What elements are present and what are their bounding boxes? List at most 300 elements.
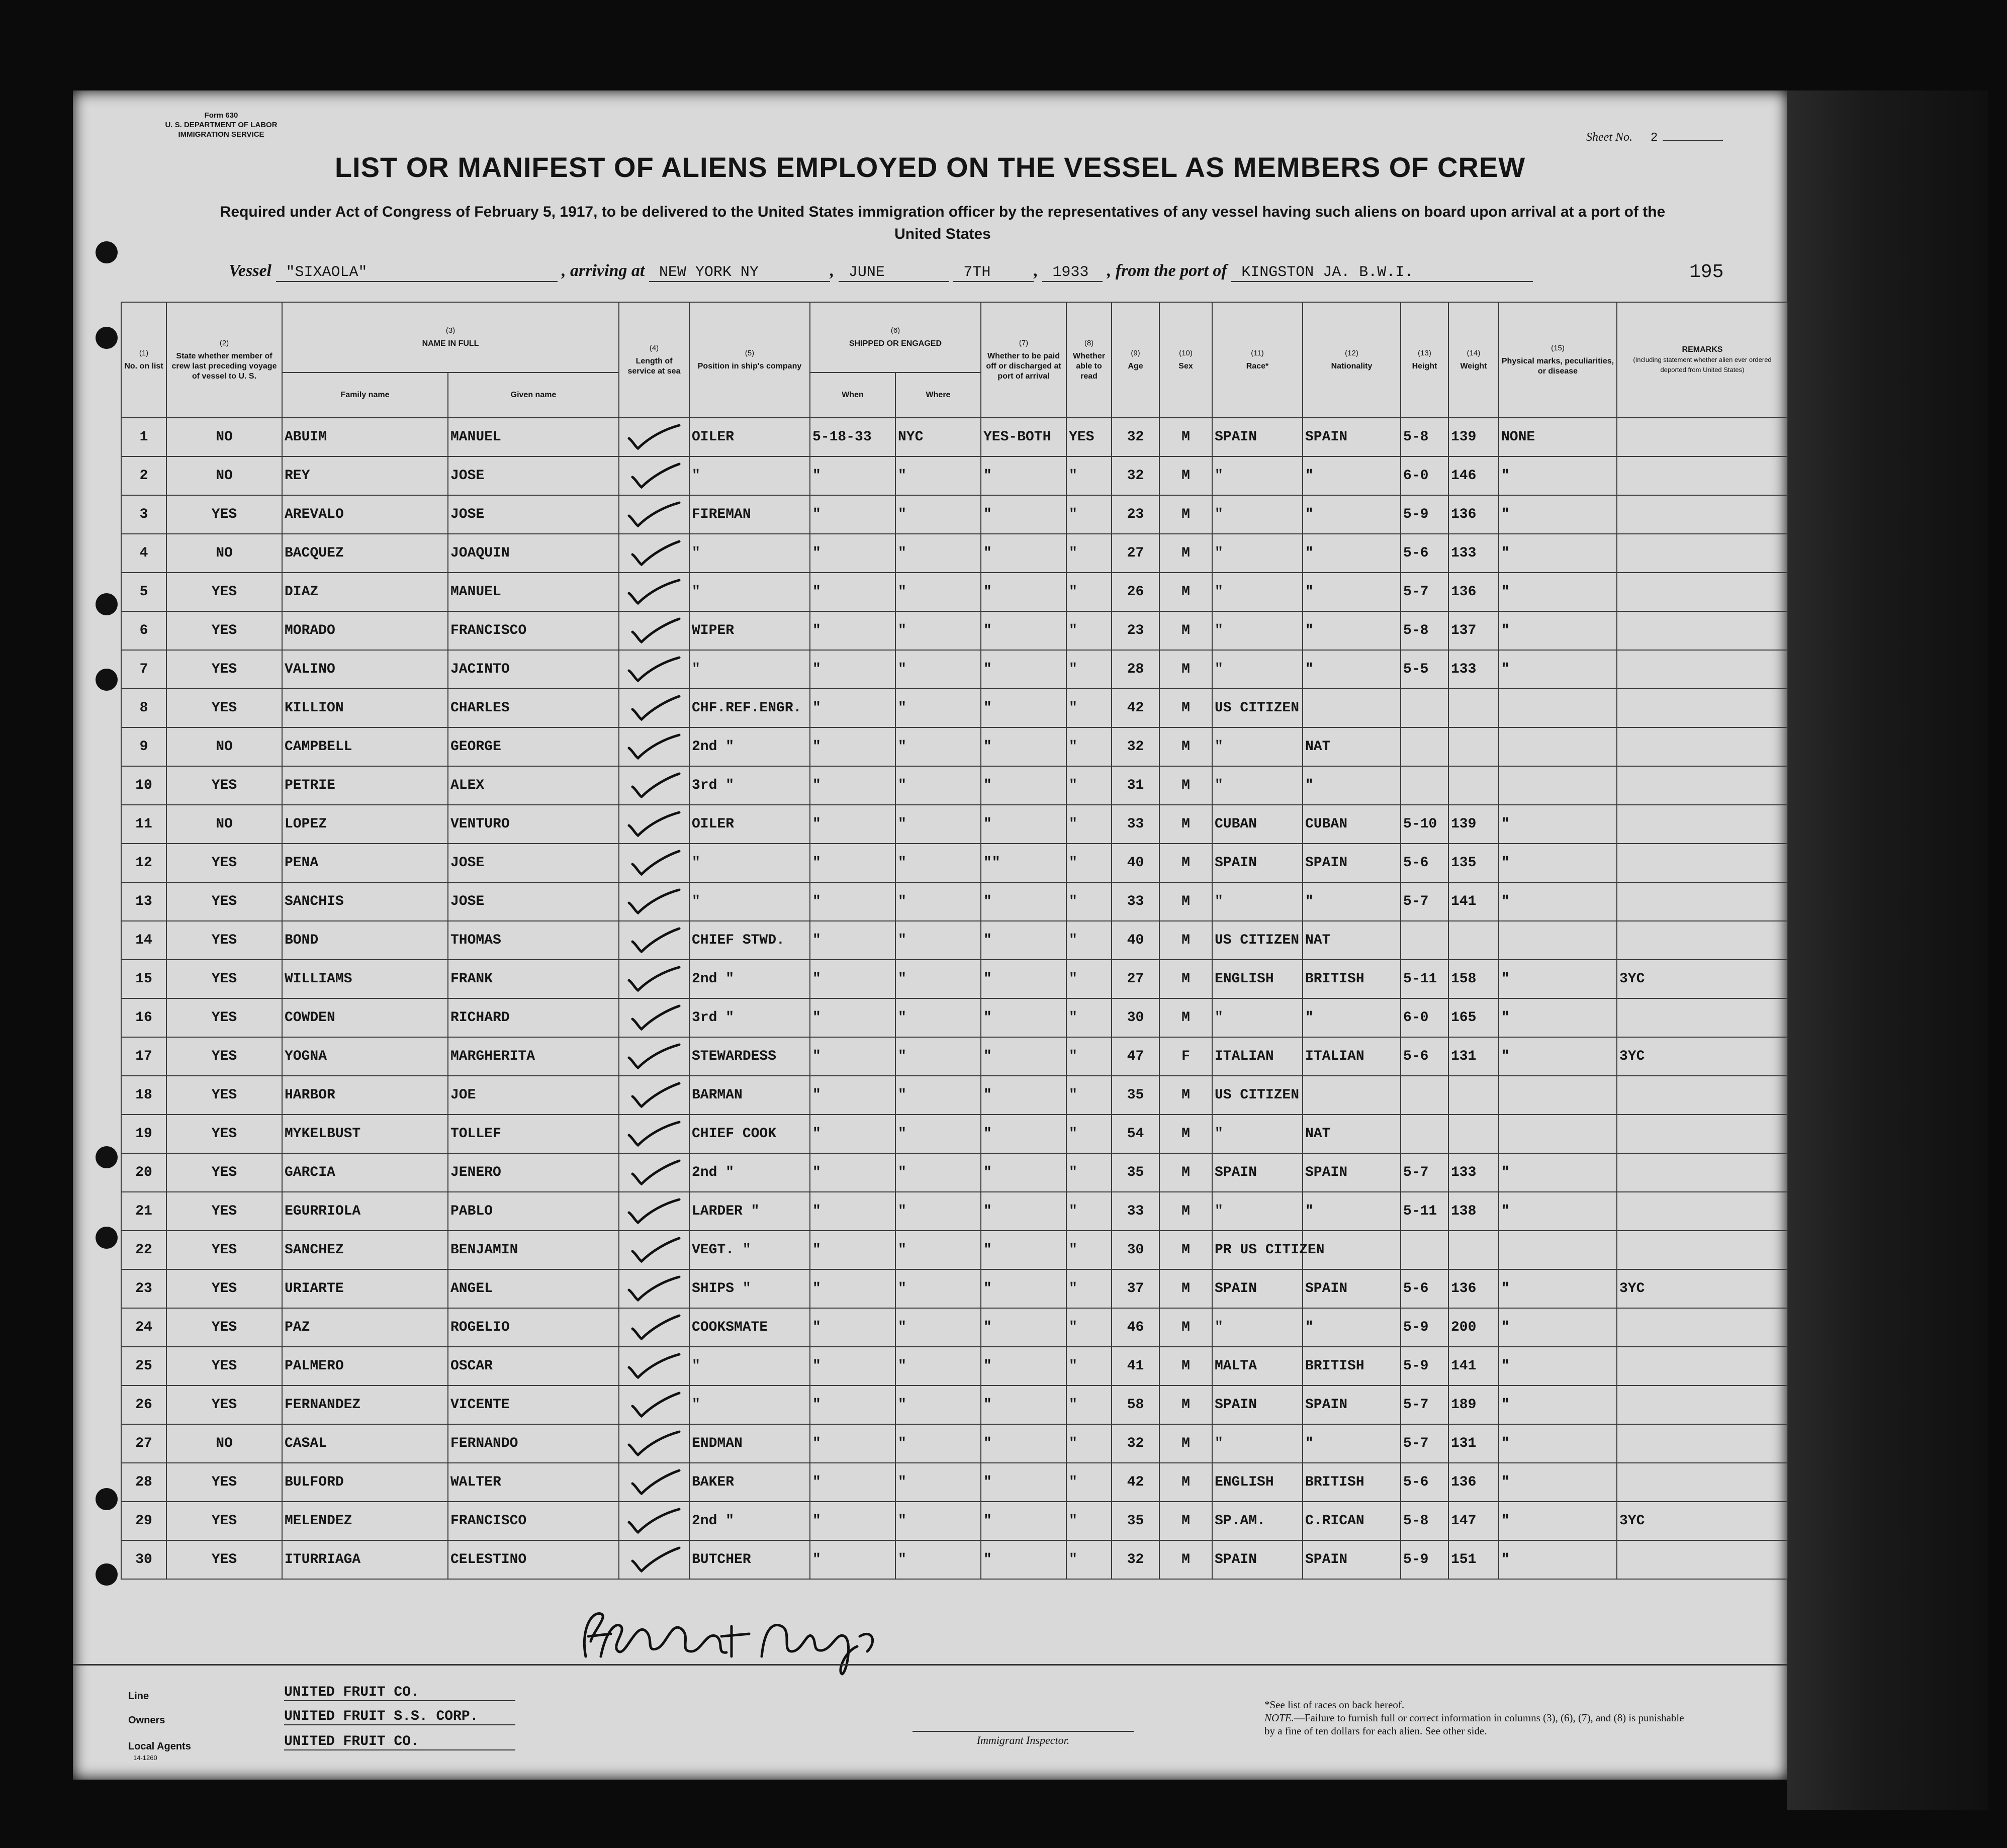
cell-position: FIREMAN (689, 495, 810, 534)
cell-position: STEWARDESS (689, 1037, 810, 1076)
cell-sex: M (1159, 998, 1212, 1037)
cell-shipped-when: " (810, 844, 895, 882)
cell-previous-voyage: YES (166, 998, 282, 1037)
cell-remarks: 3YC (1617, 1037, 1788, 1076)
cell-physical-marks: " (1499, 805, 1617, 844)
cell-service-check (619, 1540, 689, 1579)
col-header-length-service: (4) Length of service at sea (619, 302, 689, 418)
cell-service-check (619, 1347, 689, 1385)
cell-service-check (619, 805, 689, 844)
cell-shipped-where: " (895, 573, 981, 611)
cell-physical-marks (1499, 1231, 1617, 1269)
cell-able-to-read: " (1066, 650, 1112, 689)
table-row (121, 1347, 1788, 1385)
cell-list-number: 29 (121, 1502, 166, 1540)
cell-sex: M (1159, 960, 1212, 998)
cell-position: " (689, 650, 810, 689)
cell-list-number: 14 (121, 921, 166, 960)
cell-family-name: FERNANDEZ (282, 1385, 448, 1424)
cell-able-to-read: " (1066, 456, 1112, 495)
cell-list-number: 21 (121, 1192, 166, 1231)
cell-physical-marks: " (1499, 844, 1617, 882)
cell-shipped-when: " (810, 1347, 895, 1385)
cell-service-check (619, 766, 689, 805)
cell-weight: 165 (1448, 998, 1499, 1037)
cell-given-name: ALEX (448, 766, 619, 805)
punch-hole (96, 1488, 118, 1510)
cell-nationality: " (1303, 495, 1401, 534)
cell-height: 5-8 (1401, 1502, 1448, 1540)
cell-race: ENGLISH (1212, 960, 1303, 998)
cell-position: 3rd " (689, 766, 810, 805)
checkmark-icon (624, 1390, 684, 1420)
cell-service-check (619, 1424, 689, 1463)
cell-paid-off: " (981, 1076, 1066, 1115)
cell-shipped-where: " (895, 1385, 981, 1424)
cell-position: BARMAN (689, 1076, 810, 1115)
cell-list-number: 7 (121, 650, 166, 689)
punch-hole (96, 327, 118, 349)
cell-age: 23 (1112, 611, 1159, 650)
cell-shipped-when: " (810, 921, 895, 960)
checkmark-icon (624, 422, 684, 452)
cell-nationality: " (1303, 650, 1401, 689)
cell-shipped-where: " (895, 1308, 981, 1347)
cell-age: 40 (1112, 921, 1159, 960)
checkmark-icon (624, 926, 684, 956)
cell-paid-off: " (981, 1502, 1066, 1540)
cell-sex: M (1159, 921, 1212, 960)
cell-nationality: BRITISH (1303, 1463, 1401, 1502)
form-id-line: IMMIGRATION SERVICE (178, 130, 264, 139)
cell-race: SPAIN (1212, 1540, 1303, 1579)
cell-race: " (1212, 1192, 1303, 1231)
cell-paid-off: " (981, 1463, 1066, 1502)
col-header-physical-marks: (15) Physical marks, peculiarities, or disease (1499, 302, 1617, 418)
cell-nationality: C.RICAN (1303, 1502, 1401, 1540)
cell-weight: 133 (1448, 650, 1499, 689)
cell-family-name: MYKELBUST (282, 1115, 448, 1153)
cell-age: 54 (1112, 1115, 1159, 1153)
table-row (121, 882, 1788, 921)
cell-able-to-read: " (1066, 1308, 1112, 1347)
cell-age: 46 (1112, 1308, 1159, 1347)
cell-family-name: SANCHEZ (282, 1231, 448, 1269)
cell-race: SPAIN (1212, 1269, 1303, 1308)
col-header-family-name: Family name (282, 373, 448, 418)
cell-age: 28 (1112, 650, 1159, 689)
cell-family-name: YOGNA (282, 1037, 448, 1076)
sheet-number-value: 2 (1650, 131, 1658, 145)
checkmark-icon (624, 1003, 684, 1033)
cell-shipped-when: " (810, 1153, 895, 1192)
cell-able-to-read: " (1066, 1385, 1112, 1424)
cell-age: 42 (1112, 1463, 1159, 1502)
cell-previous-voyage: YES (166, 1192, 282, 1231)
cell-paid-off: " (981, 1347, 1066, 1385)
cell-service-check (619, 1269, 689, 1308)
cell-physical-marks: " (1499, 1153, 1617, 1192)
cell-service-check (619, 1115, 689, 1153)
cell-sex: M (1159, 689, 1212, 727)
cell-height: 5-9 (1401, 1347, 1448, 1385)
cell-previous-voyage: YES (166, 766, 282, 805)
cell-able-to-read: " (1066, 573, 1112, 611)
table-row (121, 573, 1788, 611)
cell-able-to-read: YES (1066, 418, 1112, 456)
cell-paid-off: " (981, 1037, 1066, 1076)
cell-given-name: JENERO (448, 1153, 619, 1192)
cell-able-to-read: " (1066, 960, 1112, 998)
form-identifier (131, 111, 312, 139)
cell-position: 2nd " (689, 727, 810, 766)
cell-paid-off: " (981, 805, 1066, 844)
cell-weight: 131 (1448, 1424, 1499, 1463)
cell-paid-off: " (981, 766, 1066, 805)
form-id-line: Form 630 (204, 111, 238, 120)
cell-sex: M (1159, 1153, 1212, 1192)
cell-given-name: TOLLEF (448, 1115, 619, 1153)
cell-physical-marks: " (1499, 495, 1617, 534)
cell-position: WIPER (689, 611, 810, 650)
table-row (121, 1153, 1788, 1192)
cell-able-to-read: " (1066, 1269, 1112, 1308)
cell-list-number: 2 (121, 456, 166, 495)
cell-given-name: VICENTE (448, 1385, 619, 1424)
cell-age: 37 (1112, 1269, 1159, 1308)
cell-age: 42 (1112, 689, 1159, 727)
cell-shipped-when: " (810, 689, 895, 727)
cell-shipped-where: " (895, 1502, 981, 1540)
cell-height: 5-9 (1401, 495, 1448, 534)
cell-previous-voyage: NO (166, 418, 282, 456)
cell-age: 32 (1112, 1424, 1159, 1463)
punch-hole (96, 1146, 118, 1168)
cell-family-name: BULFORD (282, 1463, 448, 1502)
cell-given-name: OSCAR (448, 1347, 619, 1385)
cell-nationality: SPAIN (1303, 1269, 1401, 1308)
cell-physical-marks: " (1499, 1037, 1617, 1076)
cell-list-number: 1 (121, 418, 166, 456)
col-header-read: (8) Whether able to read (1066, 302, 1112, 418)
cell-able-to-read: " (1066, 1540, 1112, 1579)
cell-shipped-when: " (810, 766, 895, 805)
cell-given-name: FRANCISCO (448, 1502, 619, 1540)
cell-service-check (619, 1076, 689, 1115)
table-row (121, 418, 1788, 456)
cell-physical-marks (1499, 727, 1617, 766)
table-row (121, 1308, 1788, 1347)
checkmark-icon (624, 848, 684, 878)
table-row (121, 960, 1788, 998)
cell-shipped-when: " (810, 882, 895, 921)
checkmark-icon (624, 1042, 684, 1072)
cell-shipped-when: " (810, 1308, 895, 1347)
cell-remarks (1617, 1076, 1788, 1115)
cell-paid-off: " (981, 1308, 1066, 1347)
arriving-port: NEW YORK NY (649, 264, 830, 282)
cell-remarks (1617, 882, 1788, 921)
cell-able-to-read: " (1066, 1502, 1112, 1540)
cell-race: " (1212, 998, 1303, 1037)
cell-shipped-where: " (895, 844, 981, 882)
cell-nationality (1303, 689, 1401, 727)
cell-paid-off: " (981, 1153, 1066, 1192)
cell-list-number: 24 (121, 1308, 166, 1347)
cell-weight: 133 (1448, 534, 1499, 573)
cell-shipped-where: " (895, 1153, 981, 1192)
cell-remarks: 3YC (1617, 1502, 1788, 1540)
cell-list-number: 27 (121, 1424, 166, 1463)
cell-list-number: 11 (121, 805, 166, 844)
cell-position: SHIPS " (689, 1269, 810, 1308)
cell-race: " (1212, 573, 1303, 611)
line-value: UNITED FRUIT CO. (284, 1685, 515, 1701)
cell-physical-marks: NONE (1499, 418, 1617, 456)
cell-weight: 139 (1448, 418, 1499, 456)
cell-race: " (1212, 495, 1303, 534)
cell-previous-voyage: YES (166, 1037, 282, 1076)
cell-race: US CITIZEN (1212, 1076, 1303, 1115)
cell-race: SPAIN (1212, 1385, 1303, 1424)
col-header-where: Where (895, 373, 981, 418)
cell-list-number: 25 (121, 1347, 166, 1385)
cell-position: CHF.REF.ENGR. (689, 689, 810, 727)
cell-shipped-where: " (895, 960, 981, 998)
table-row (121, 1424, 1788, 1463)
cell-able-to-read: " (1066, 1424, 1112, 1463)
cell-weight: 138 (1448, 1192, 1499, 1231)
cell-given-name: FRANCISCO (448, 611, 619, 650)
cell-list-number: 23 (121, 1269, 166, 1308)
col-header-race: (11) Race* (1212, 302, 1303, 418)
cell-position: CHIEF STWD. (689, 921, 810, 960)
cell-height: 5-11 (1401, 1192, 1448, 1231)
cell-height (1401, 689, 1448, 727)
vessel-name: "SIXAOLA" (276, 264, 558, 282)
cell-service-check (619, 611, 689, 650)
cell-position: BUTCHER (689, 1540, 810, 1579)
agents-label: Local Agents (128, 1741, 191, 1752)
cell-height: 5-6 (1401, 1037, 1448, 1076)
cell-service-check (619, 882, 689, 921)
cell-previous-voyage: YES (166, 960, 282, 998)
cell-shipped-where: " (895, 1076, 981, 1115)
cell-height: 5-9 (1401, 1540, 1448, 1579)
col-header-when: When (810, 373, 895, 418)
cell-physical-marks (1499, 1076, 1617, 1115)
checkmark-icon (624, 1119, 684, 1149)
table-row (121, 456, 1788, 495)
cell-height: 5-7 (1401, 573, 1448, 611)
cell-previous-voyage: YES (166, 882, 282, 921)
owners-label: Owners (128, 1715, 165, 1726)
cell-service-check (619, 844, 689, 882)
manifest-sheet (73, 90, 1787, 1780)
cell-family-name: HARBOR (282, 1076, 448, 1115)
cell-sex: M (1159, 1231, 1212, 1269)
cell-list-number: 16 (121, 998, 166, 1037)
cell-list-number: 20 (121, 1153, 166, 1192)
cell-nationality (1303, 1076, 1401, 1115)
cell-paid-off: " (981, 456, 1066, 495)
cell-shipped-where: " (895, 1540, 981, 1579)
cell-height (1401, 727, 1448, 766)
cell-race: " (1212, 1424, 1303, 1463)
cell-physical-marks: " (1499, 1424, 1617, 1463)
form-id-line: U. S. DEPARTMENT OF LABOR (165, 121, 278, 129)
table-row (121, 1463, 1788, 1502)
cell-service-check (619, 534, 689, 573)
table-row (121, 611, 1788, 650)
cell-physical-marks: " (1499, 650, 1617, 689)
cell-paid-off: " (981, 727, 1066, 766)
cell-service-check (619, 456, 689, 495)
cell-family-name: VALINO (282, 650, 448, 689)
cell-race: " (1212, 456, 1303, 495)
cell-family-name: KILLION (282, 689, 448, 727)
cell-sex: M (1159, 1424, 1212, 1463)
cell-able-to-read: " (1066, 844, 1112, 882)
cell-age: 31 (1112, 766, 1159, 805)
cell-sex: M (1159, 1463, 1212, 1502)
cell-family-name: ITURRIAGA (282, 1540, 448, 1579)
sheet-number (1586, 131, 1723, 145)
cell-list-number: 19 (121, 1115, 166, 1153)
cell-list-number: 26 (121, 1385, 166, 1424)
cell-weight: 151 (1448, 1540, 1499, 1579)
cell-physical-marks: " (1499, 534, 1617, 573)
cell-paid-off: " (981, 689, 1066, 727)
cell-shipped-where: " (895, 1115, 981, 1153)
punch-hole (96, 669, 118, 691)
cell-paid-off: " (981, 1115, 1066, 1153)
cell-able-to-read: " (1066, 1076, 1112, 1115)
cell-able-to-read: " (1066, 921, 1112, 960)
cell-position: " (689, 456, 810, 495)
cell-age: 35 (1112, 1153, 1159, 1192)
line-label: Line (128, 1691, 149, 1702)
cell-shipped-when: " (810, 805, 895, 844)
cell-race: US CITIZEN (1212, 689, 1303, 727)
cell-sex: M (1159, 1115, 1212, 1153)
cell-previous-voyage: YES (166, 1385, 282, 1424)
table-row (121, 495, 1788, 534)
cell-nationality: NAT (1303, 727, 1401, 766)
checkmark-icon (624, 1196, 684, 1227)
col-header-height: (13) Height (1401, 302, 1448, 418)
cell-previous-voyage: YES (166, 921, 282, 960)
cell-family-name: PETRIE (282, 766, 448, 805)
cell-physical-marks: " (1499, 1502, 1617, 1540)
cell-sex: M (1159, 844, 1212, 882)
col-header-remarks: REMARKS (Including statement whether alien ever ordered deported from United States) (1617, 302, 1788, 418)
cell-able-to-read: " (1066, 495, 1112, 534)
cell-able-to-read: " (1066, 1231, 1112, 1269)
cell-able-to-read: " (1066, 766, 1112, 805)
table-row (121, 805, 1788, 844)
cell-given-name: MANUEL (448, 418, 619, 456)
cell-weight: 136 (1448, 573, 1499, 611)
cell-family-name: ABUIM (282, 418, 448, 456)
checkmark-icon (624, 1429, 684, 1459)
cell-paid-off: " (981, 921, 1066, 960)
cell-remarks (1617, 844, 1788, 882)
cell-service-check (619, 1192, 689, 1231)
cell-service-check (619, 418, 689, 456)
cell-remarks (1617, 1424, 1788, 1463)
cell-shipped-where: " (895, 611, 981, 650)
cell-remarks (1617, 456, 1788, 495)
cell-able-to-read: " (1066, 1115, 1112, 1153)
cell-service-check (619, 960, 689, 998)
cell-shipped-when: " (810, 1231, 895, 1269)
cell-age: 33 (1112, 1192, 1159, 1231)
cell-family-name: LOPEZ (282, 805, 448, 844)
cell-paid-off: " (981, 495, 1066, 534)
cell-age: 23 (1112, 495, 1159, 534)
cell-list-number: 22 (121, 1231, 166, 1269)
vessel-line: Vessel "SIXAOLA" , arriving at NEW YORK NY , JUNE 7TH , 1933 , from the port of KINGSTON JA. B.W.I. (229, 261, 1737, 282)
cell-shipped-when: " (810, 611, 895, 650)
cell-nationality: " (1303, 766, 1401, 805)
cell-race: US CITIZEN (1212, 921, 1303, 960)
cell-physical-marks (1499, 689, 1617, 727)
cell-physical-marks (1499, 1115, 1617, 1153)
cell-age: 32 (1112, 418, 1159, 456)
cell-paid-off: " (981, 1231, 1066, 1269)
checkmark-icon (624, 1351, 684, 1381)
cell-list-number: 13 (121, 882, 166, 921)
cell-race: " (1212, 611, 1303, 650)
checkmark-icon (624, 1274, 684, 1304)
cell-service-check (619, 495, 689, 534)
cell-race: SP.AM. (1212, 1502, 1303, 1540)
cell-given-name: JOSE (448, 495, 619, 534)
cell-paid-off: " (981, 650, 1066, 689)
col-header-previous-voyage: (2) State whether member of crew last preceding voyage of vessel to U. S. (166, 302, 282, 418)
cell-shipped-when: " (810, 998, 895, 1037)
cell-paid-off: "" (981, 844, 1066, 882)
cell-sex: M (1159, 805, 1212, 844)
cell-able-to-read: " (1066, 727, 1112, 766)
cell-remarks (1617, 1385, 1788, 1424)
cell-able-to-read: " (1066, 1347, 1112, 1385)
cell-list-number: 28 (121, 1463, 166, 1502)
cell-nationality: " (1303, 998, 1401, 1037)
table-row (121, 1502, 1788, 1540)
cell-height: 5-10 (1401, 805, 1448, 844)
cell-given-name: MARGHERITA (448, 1037, 619, 1076)
cell-previous-voyage: YES (166, 495, 282, 534)
cell-position: " (689, 1385, 810, 1424)
cell-sex: M (1159, 1076, 1212, 1115)
cell-family-name: BACQUEZ (282, 534, 448, 573)
cell-weight (1448, 689, 1499, 727)
cell-position: BAKER (689, 1463, 810, 1502)
cell-race: " (1212, 882, 1303, 921)
manifest-footer (73, 1664, 1787, 1781)
page-number: 195 (1689, 261, 1724, 283)
cell-sex: M (1159, 611, 1212, 650)
cell-physical-marks: " (1499, 456, 1617, 495)
cell-able-to-read: " (1066, 1037, 1112, 1076)
cell-shipped-when: " (810, 1115, 895, 1153)
cell-shipped-where: " (895, 534, 981, 573)
cell-shipped-where: " (895, 921, 981, 960)
table-row (121, 1269, 1788, 1308)
cell-paid-off: " (981, 573, 1066, 611)
